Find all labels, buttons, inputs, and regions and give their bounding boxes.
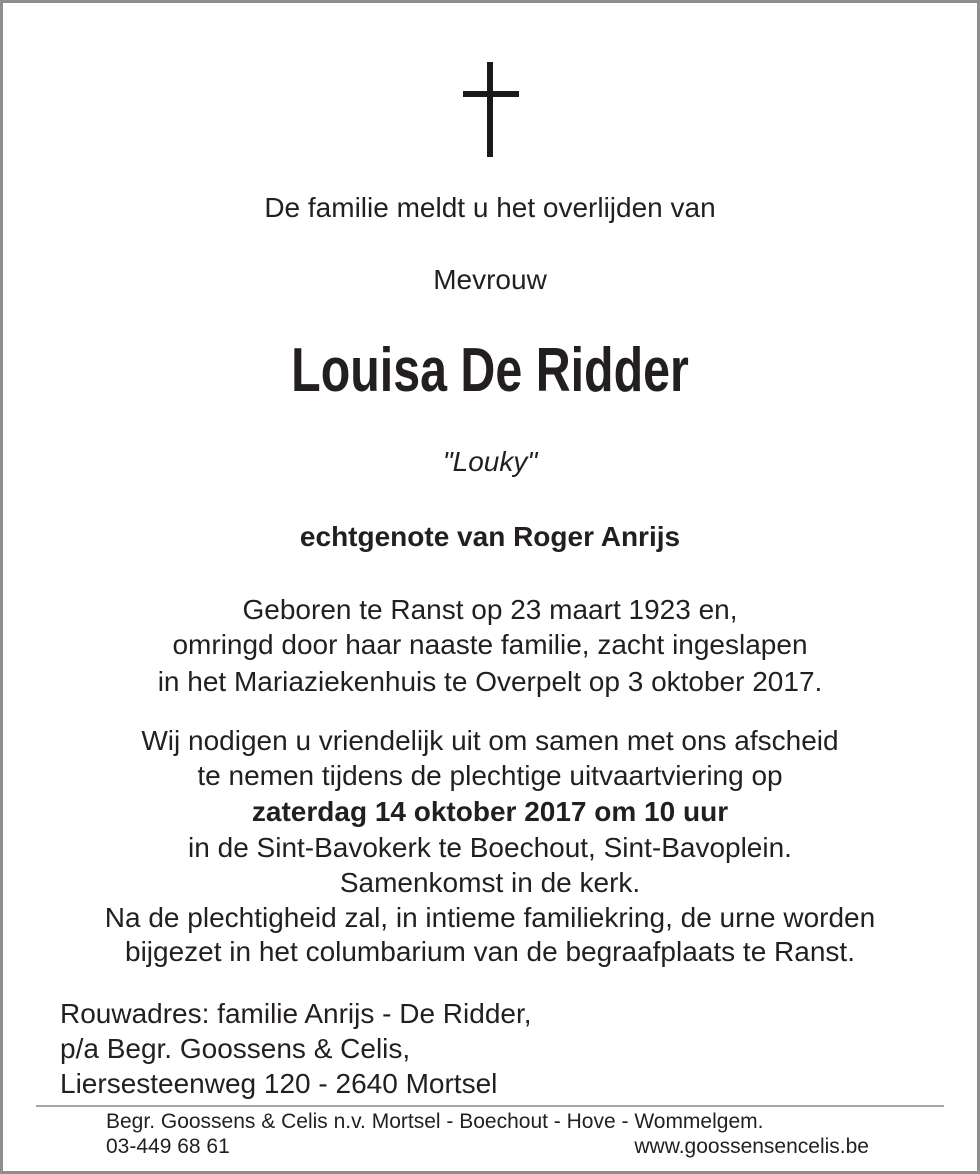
birth-line: Geboren te Ranst op 23 maart 1923 en, (242, 594, 738, 625)
invite-line: Wij nodigen u vriendelijk uit om samen met ons afscheid (141, 725, 839, 756)
cross-vertical (487, 62, 493, 157)
invite-line: te nemen tijdens de plechtige uitvaartviering op (197, 760, 783, 791)
address-line: p/a Begr. Goossens & Celis, (60, 1033, 411, 1064)
deceased-name: Louisa De Ridder (291, 336, 689, 405)
invite-line: bijgezet in het columbarium van de begraafplaats te Ranst. (125, 936, 855, 967)
title-text: Mevrouw (433, 264, 547, 295)
invite-line: in de Sint-Bavokerk te Boechout, Sint-Bavoplein. (188, 832, 792, 863)
address-line: Rouwadres: familie Anrijs - De Ridder, (60, 998, 532, 1029)
divider (36, 1105, 944, 1107)
spouse-line: echtgenote van Roger Anrijs (299, 521, 681, 552)
birth-line: in het Mariaziekenhuis te Overpelt op 3 oktober 2017. (157, 666, 823, 697)
invite-line: Samenkomst in de kerk. (339, 867, 641, 898)
cross-horizontal (463, 91, 519, 97)
birth-line: omringd door haar naaste familie, zacht ingeslapen (172, 629, 808, 660)
address-line: Liersesteenweg 120 - 2640 Mortsel (60, 1068, 498, 1099)
footer-company: Begr. Goossens & Celis n.v. Mortsel - Boechout - Hove - Wommelgem. (106, 1110, 764, 1133)
invite-line: Na de plechtigheid zal, in intieme familiekring, de urne worden (104, 902, 876, 933)
footer-phone: 03-449 68 61 (106, 1135, 230, 1158)
nickname: "Louky" (442, 446, 538, 477)
footer-website[interactable]: www.goossensencelis.be (634, 1135, 869, 1158)
intro-text: De familie meldt u het overlijden van (264, 192, 716, 223)
funeral-date: zaterdag 14 oktober 2017 om 10 uur (251, 796, 729, 827)
